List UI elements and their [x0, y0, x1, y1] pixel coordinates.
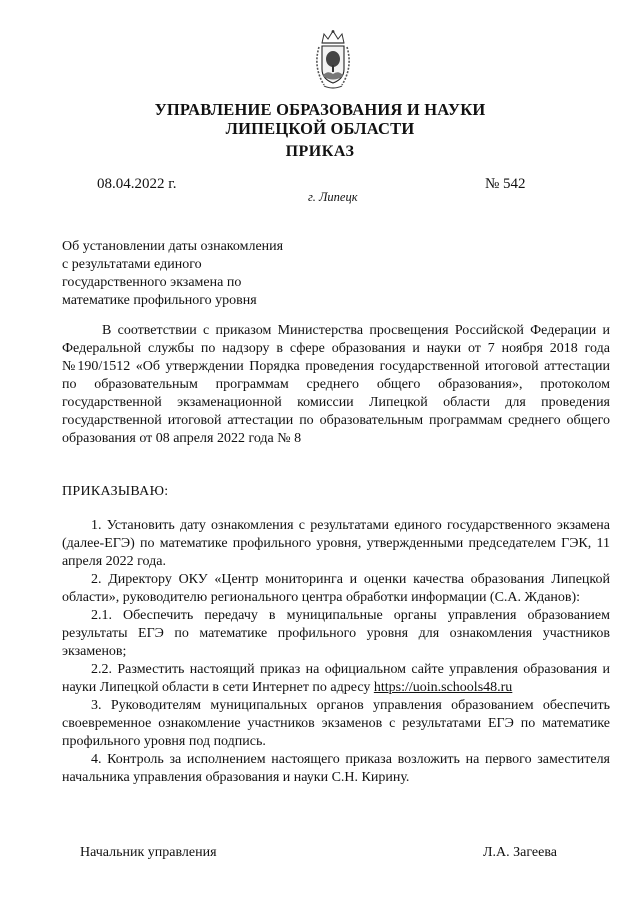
- organization-name-line2: ЛИПЕЦКОЙ ОБЛАСТИ: [225, 119, 415, 138]
- subject-line: с результатами единого: [62, 257, 202, 272]
- order-item-2: 2. Директору ОКУ «Центр мониторинга и оценки качества образования Липецкой области», руководителю регионального центра обработки информации (С.А. Жданов):: [62, 572, 610, 605]
- order-item-2-2-text: 2.2. Разместить настоящий приказ на официальном сайте управления образования и науки Липецкой области в сети Интернет по адресу: [62, 662, 610, 695]
- document-type-title: ПРИКАЗ: [285, 143, 355, 160]
- signatory-title: Начальник управления: [80, 845, 217, 860]
- subject-line: Об установлении даты ознакомления: [62, 239, 284, 254]
- order-item-2-2: [62, 661, 610, 697]
- order-item-1: 1. Установить дату ознакомления с результатами единого государственного экзамена (далее-ЕГЭ) по математике профильного уровня, утвержденными председателем ГЭК, 11 апреля 2022 года.: [62, 518, 610, 569]
- order-items: [62, 517, 610, 787]
- order-city: г. Липецк: [308, 190, 358, 204]
- subject-line: математике профильного уровня: [62, 293, 257, 308]
- subject-line: государственного экзамена по: [62, 275, 242, 290]
- coat-of-arms-emblem: [312, 29, 354, 91]
- order-date: 08.04.2022 г.: [97, 176, 177, 192]
- order-item-3: 3. Руководителям муниципальных органов управления образованием обеспечить своевременное ознакомление участников экзаменов с результатами ЕГЭ по математике профильного уровня под подпись.: [62, 698, 610, 749]
- signatory-name: Л.А. Загеева: [483, 845, 557, 860]
- order-item-4: 4. Контроль за исполнением настоящего приказа возложить на первого заместителя начальника управления образования и науки С.Н. Кирину.: [62, 752, 610, 785]
- organization-name-line1: УПРАВЛЕНИЕ ОБРАЗОВАНИЯ И НАУКИ: [154, 100, 486, 119]
- order-subject: [62, 238, 362, 310]
- order-number: № 542: [485, 176, 526, 192]
- order-directive-word: ПРИКАЗЫВАЮ:: [62, 484, 169, 499]
- order-item-2-1: 2.1. Обеспечить передачу в муниципальные органы управления образованием результаты ЕГЭ по математике профильного уровня для ознакомления участников экзаменов;: [62, 608, 610, 659]
- basis-paragraph: В соответствии с приказом Министерства просвещения Российской Федерации и Федеральной службы по надзору в сфере образования и науки от 7 ноября 2018 года №190/1512 «Об утверждении Порядка проведения государственной итоговой аттестации по образовательным программам среднего общего образования», протоколом государственной экзаменационной комиссии Липецкой области для проведения государственной итоговой аттестации по образовательным программам среднего общего образования от 08 апреля 2022 года № 8: [62, 323, 610, 446]
- website-link[interactable]: https://uoin.schools48.ru: [373, 680, 513, 695]
